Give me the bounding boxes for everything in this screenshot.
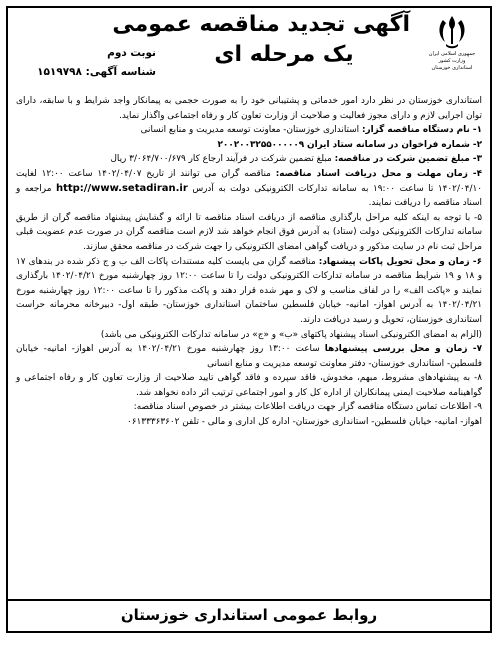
emblem [424, 14, 480, 71]
round-label: نوبت دوم [107, 47, 156, 59]
emblem-caption-2: وزارت کشور [438, 58, 466, 64]
item-1-label: ۱- نام دستگاه مناقصه گزار: [361, 125, 482, 136]
item-4-label: ۴- زمان مهلت و محل دریافت اسناد مناقصه: [275, 168, 482, 179]
signature-note: (الزام به امضای الکترونیکی اسناد پیشنهاد پاکتهای «ب» و «ج» در سامانه تدارکات الکترونیکی می باشد) [100, 329, 482, 340]
item-7-text: ساعت ۱۳:۰۰ روز چهارشنبه مورخ ۱۴۰۲/۰۴/۲۱ به آدرس اهواز- امانیه- خیابان فلسطین- استانداری خوزستان- دفتر معاونت توسعه مدیریت و منابع انسانی [16, 344, 482, 369]
notice-body [8, 94, 490, 430]
item-9: ۹- اطلاعات تماس دستگاه مناقصه گزار جهت دریافت اطلاعات بیشتر در خصوص اسناد مناقصه: [133, 402, 482, 413]
item-1 [16, 123, 482, 138]
item-1-text: استانداری خوزستان- معاونت توسعه مدیریت و منابع انسانی [140, 125, 360, 136]
item-6 [16, 255, 482, 328]
ad-id-value: ۱۵۱۹۷۹۸ [37, 66, 82, 78]
notice-meta [16, 44, 156, 82]
item-8: ۸- به پیشنهادهای مشروط، مبهم، مخدوش، فاقد سپرده و فاقد گواهی تایید صلاحیت از وزارت تعاون کار و رفاه اجتماعی و گواهینامه صلاحیت ایمنی پیمانکاران از اداره کل کار و امور اجتماعی ترتیب اثر داده نخواهد شد. [16, 373, 482, 398]
item-4-tail: مراجعه و اسناد مناقصه را دریافت نمایند. [16, 183, 482, 209]
item-2-number: ۲۰۰۲۰۰۳۲۵۵۰۰۰۰۰۹ [217, 139, 305, 150]
item-5: ۵- با توجه به اینکه کلیه مراحل بارگذاری مناقصه از دریافت اسناد مناقصه تا ارائه و گشایش پیشنهاد مناقصه گران از طریق سامانه تدارکات الکترونیکی دولت (ستاد) به آدرس فوق انجام خواهد شد لازم است مناقصه گران در صورت عدم عضویت قبلی مراحل ثبت نام در سایت مذکور و دریافت گواهی امضای الکترونیکی را جهت شرکت در مناقصه محقق سازند. [16, 212, 482, 252]
contact-line: اهواز- امانیه- خیابان فلسطین- استانداری خوزستان- اداره کل اداری و مالی - تلفن ۰۶۱۳۳۳۶۳۶۰۲ [127, 417, 482, 428]
emblem-caption-1: جمهوری اسلامی ایران [428, 51, 476, 57]
notice-header [8, 8, 490, 94]
item-7-label: ۷- زمان و محل بررسی پیشنهادها [324, 344, 482, 355]
item-3 [16, 152, 482, 167]
footer-signature: روابط عمومی استانداری خوزستان [8, 599, 490, 631]
item-3-text: مبلغ تضمین شرکت در فرآیند ارجاع کار ۳/۰۶۴/۷۰۰/۶۷۹ ریال [110, 154, 332, 165]
item-2 [16, 138, 482, 153]
setad-url-link[interactable]: http://www.setadiran.ir [55, 182, 188, 194]
ad-id [16, 63, 156, 82]
notice-subtitle: یک مرحله ای [214, 42, 354, 67]
tender-notice [6, 6, 492, 633]
item-6-text: مناقصه گران می بایست کلیه مستندات پاکات الف ب و ج ذکر شده در بندهای ۱۷ و ۱۸ و ۱۹ شرایط مناقصه در سامانه تدارکات الکترونیکی دولت را تا ساعت ۱۲:۰۰ روز چهارشنبه مورخ ۱۴۰۲/۰۴/۲۱ بارگذاری نمایند و «پاکت الف» را در لفاف مناسب و لاک و مهر شده قرار دهند و پاکت مذکور را تا ساعت ۱۲:۰۰ روز چهارشنبه مورخ ۱۴۰۲/۰۴/۲۱ به آدرس اهواز- امانیه- خیابان فلسطین ساختمان استانداری خوزستان- طبقه اول- دبیرخانه محرمانه حراست استانداری خوزستان، تحویل و رسید دریافت دارند. [16, 256, 482, 325]
item-6-label: ۶- زمان و محل تحویل پاکات پیشنهاد: [318, 256, 483, 267]
intro-paragraph: استانداری خوزستان در نظر دارد امور خدماتی و پشتیبانی خود را به صورت حجمی به پیمانکار واجد شرایط و با سابقه، دارای توان اجرایی لازم و دارای مجوز فعالیت و صلاحیت از وزارت تعاون کار و رفاه اجتماعی واگذار نماید. [16, 96, 482, 121]
item-4 [16, 167, 482, 211]
item-2-label: ۲- شماره فراخوان در سامانه ستاد ایران [307, 139, 482, 150]
item-3-label: ۳- مبلغ تضمین شرکت در مناقصه: [334, 154, 482, 165]
item-4-text: مناقصه گران می توانند از تاریخ ۱۴۰۲/۰۴/۰۷ ساعت ۱۲:۰۰ لغایت ۱۴۰۲/۰۴/۱۰ تا ساعت ۱۹:۰۰ به سامانه تدارکات الکترونیکی دولت به آدرس [16, 168, 482, 194]
iran-emblem-icon [435, 14, 469, 50]
ad-id-label: شناسه آگهی: [85, 66, 156, 78]
emblem-caption-3: استانداری خوزستان [431, 65, 473, 71]
notice-title: آگهی تجدید مناقصه عمومی [112, 12, 410, 37]
item-7 [16, 342, 482, 371]
